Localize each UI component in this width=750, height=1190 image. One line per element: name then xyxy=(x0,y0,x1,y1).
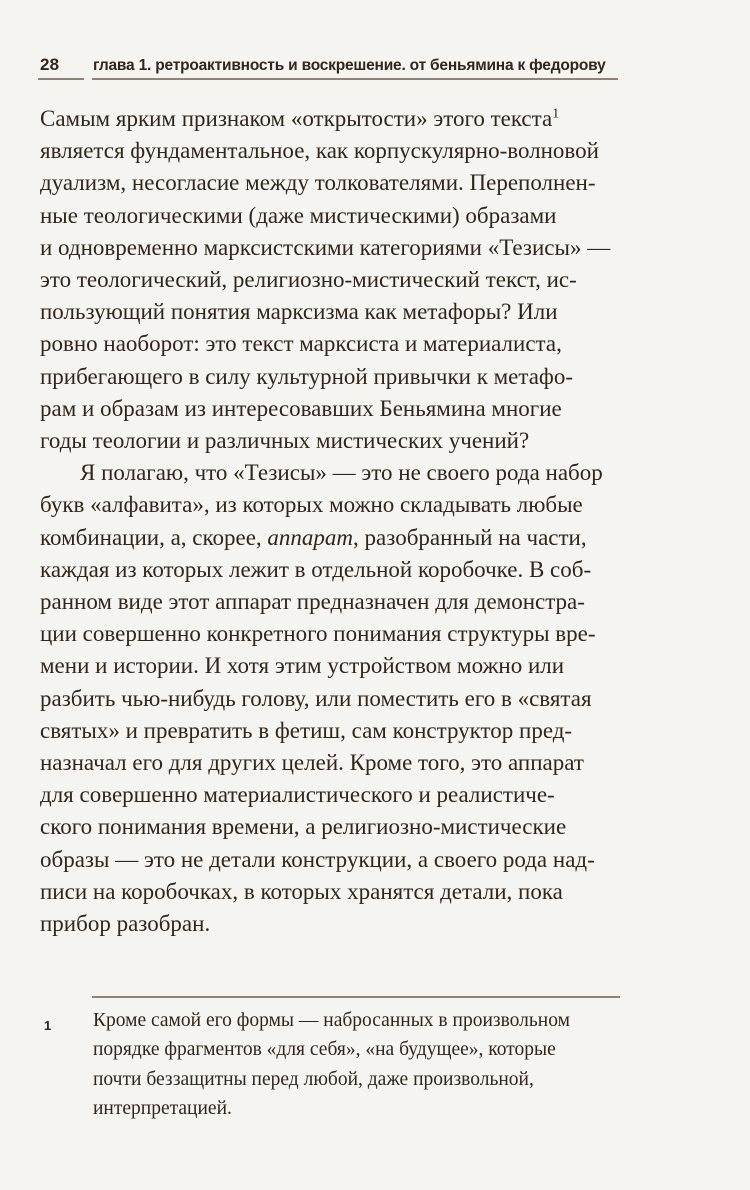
footnote-rule xyxy=(92,996,620,998)
text-segment: букв «алфавита», из которых можно складывать любые xyxy=(40,492,583,518)
text-line xyxy=(40,683,640,715)
body-text xyxy=(40,103,640,940)
text-segment: ского понимания времени, а религиозно-мистические xyxy=(40,814,567,840)
text-segment: порядке фрагментов «для себя», «на будущее», которые xyxy=(93,1039,556,1061)
text-line xyxy=(40,908,640,940)
text-line xyxy=(40,811,640,843)
text-segment: святых» и превратить в фетиш, сам конструктор пред- xyxy=(40,717,573,743)
text-line xyxy=(40,779,640,811)
footnote-reference-superscript: 1 xyxy=(552,105,560,121)
text-line xyxy=(40,328,640,360)
text-line xyxy=(40,425,640,457)
text-line xyxy=(40,618,640,650)
text-segment: ции совершенно конкретного понимания структуры вре- xyxy=(40,621,596,647)
text-line xyxy=(40,232,640,264)
text-line xyxy=(40,522,640,554)
text-line xyxy=(40,361,640,393)
text-segment: и одновременно марксистскими категориями «Тезисы» — xyxy=(40,234,611,260)
text-segment: прибегающего в силу культурной привычки к метафо- xyxy=(40,363,573,389)
running-head-rule xyxy=(92,78,618,80)
text-line xyxy=(40,554,640,586)
text-line xyxy=(40,457,640,489)
text-segment: интерпретацией. xyxy=(93,1097,232,1119)
text-segment: ные теологическими (даже мистическими) образами xyxy=(40,202,557,228)
text-line xyxy=(40,489,640,521)
text-line xyxy=(40,650,640,682)
text-line xyxy=(40,586,640,618)
text-line xyxy=(40,844,640,876)
text-segment: образы — это не детали конструкции, а своего рода над- xyxy=(40,846,595,872)
text-segment: Самым ярким признаком «открытости» этого текста xyxy=(40,106,553,131)
emphasized-text: аппарат xyxy=(267,524,354,550)
text-line xyxy=(40,200,640,232)
footnote-marker: 1 xyxy=(44,1018,52,1033)
text-line xyxy=(40,296,640,328)
text-segment: мени и истории. И хотя этим устройством можно или xyxy=(40,653,565,679)
page-number: 28 xyxy=(40,55,60,74)
text-segment: для совершенно материалистического и реалистиче- xyxy=(40,782,555,808)
text-segment: ранном виде этот аппарат предназначен для демонстра- xyxy=(40,589,585,615)
text-segment: пользующий понятия марксизма как метафоры? Или xyxy=(40,299,558,325)
text-line xyxy=(40,715,640,747)
footnote-text xyxy=(93,1006,623,1123)
text-segment: назначал его для других целей. Кроме того, это аппарат xyxy=(40,750,584,776)
text-segment: прибор разобран. xyxy=(40,911,211,937)
text-segment: Кроме самой его формы — набросанных в произвольном xyxy=(93,1010,570,1031)
text-segment: разбить чью-нибудь голову, или поместить его в «святая xyxy=(40,685,592,711)
text-segment: это теологический, религиозно-мистический текст, ис- xyxy=(40,267,577,293)
text-segment: годы теологии и различных мистических учений? xyxy=(40,428,530,454)
text-line xyxy=(40,747,640,779)
text-segment: дуализм, несогласие между толкователями. Переполнен- xyxy=(40,170,596,196)
text-segment: комбинации, а, скорее, xyxy=(40,524,268,550)
text-segment: , разобранный на части, xyxy=(353,524,587,550)
text-segment: каждая из которых лежит в отдельной коробочке. В соб- xyxy=(40,556,592,582)
text-line xyxy=(93,1094,623,1123)
text-segment: Я полагаю, что «Тезисы» — это не своего рода набор xyxy=(80,460,603,486)
text-line xyxy=(40,135,640,167)
text-line xyxy=(93,1006,623,1035)
text-segment: является фундаментальное, как корпускулярно-волновой xyxy=(40,138,599,164)
text-line xyxy=(40,393,640,425)
text-segment: писи на коробочках, в которых хранятся детали, пока xyxy=(40,878,563,904)
page-number-rule xyxy=(38,78,84,80)
running-head: глава 1. ретроактивность и воскрешение. от беньямина к федорову xyxy=(93,57,606,74)
text-segment: рам и образам из интересовавших Беньямина многие xyxy=(40,395,562,421)
text-segment: почти беззащитны перед любой, даже произвольной, xyxy=(93,1068,534,1090)
text-line xyxy=(93,1065,623,1094)
text-line xyxy=(40,103,640,135)
text-line xyxy=(40,876,640,908)
text-line xyxy=(40,264,640,296)
text-line xyxy=(93,1035,623,1064)
text-segment: ровно наоборот: это текст марксиста и материалиста, xyxy=(40,331,562,357)
text-line xyxy=(40,167,640,199)
